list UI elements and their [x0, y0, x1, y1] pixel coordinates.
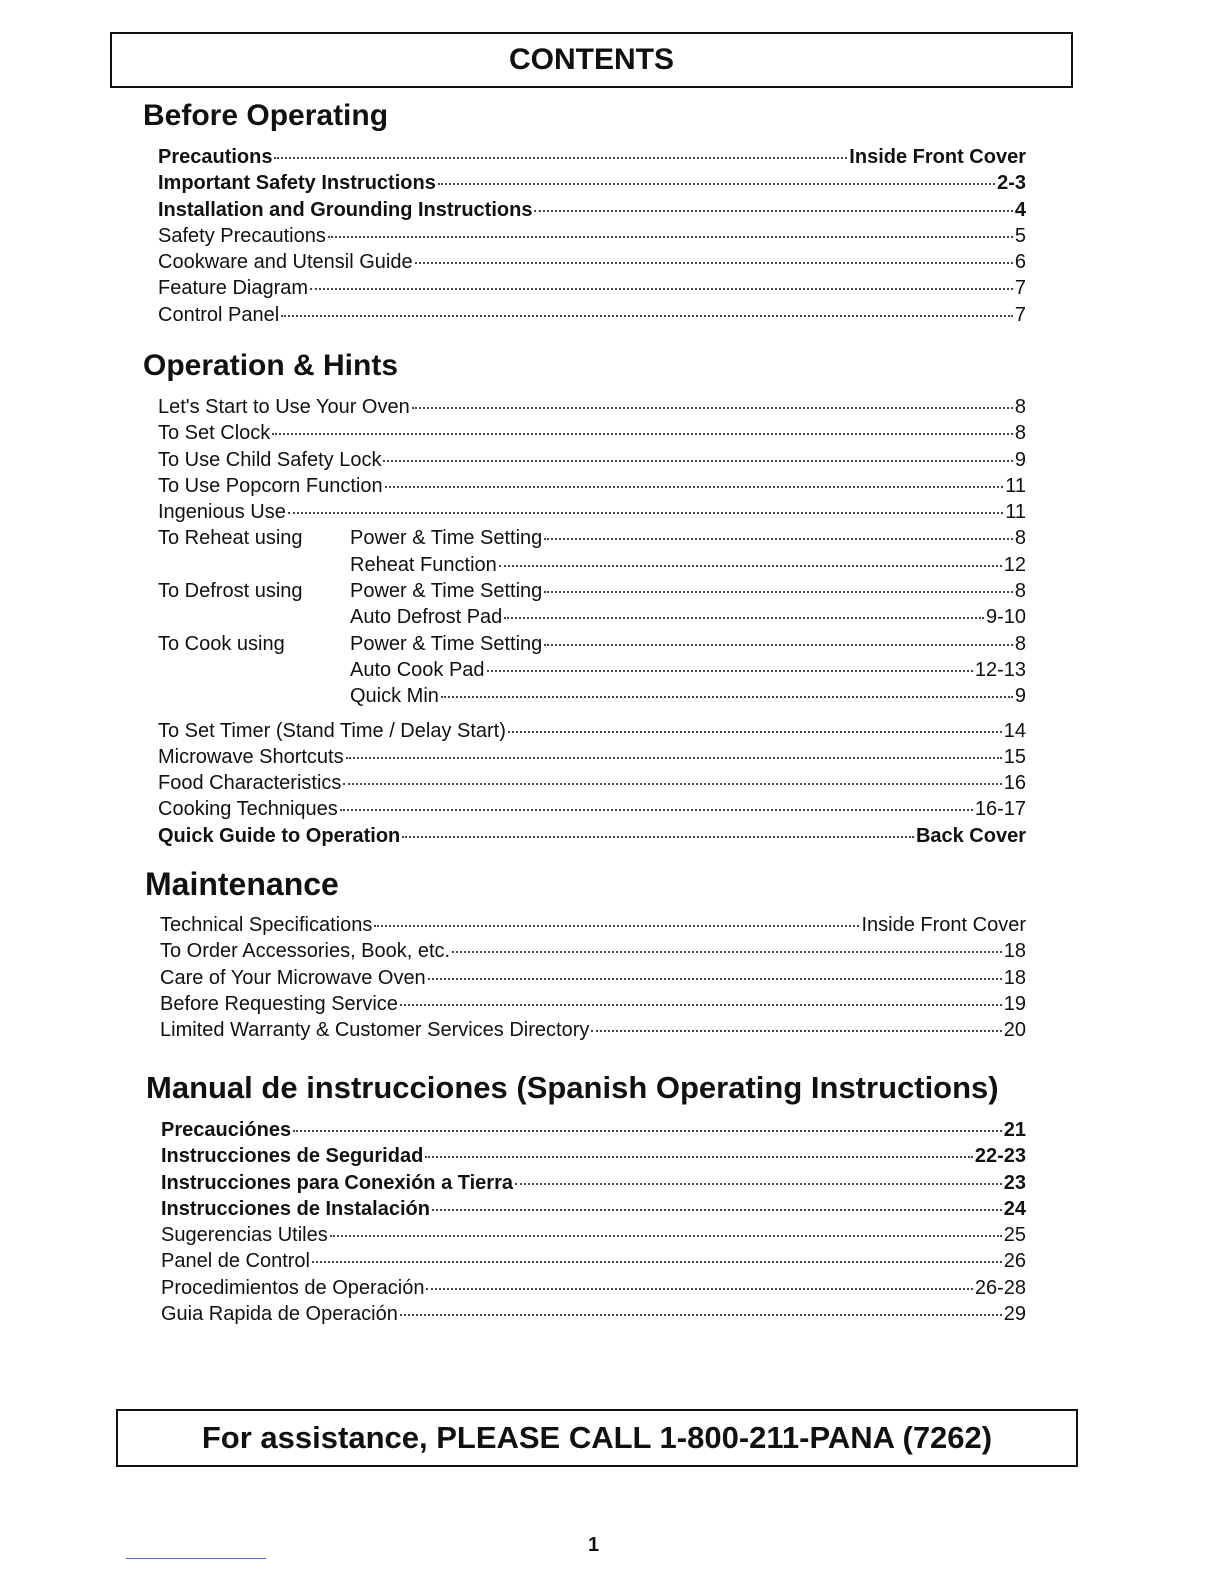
toc-leader-dots	[288, 512, 1003, 514]
toc-entry-label: Sugerencias Utiles	[161, 1224, 328, 1247]
toc-leader-dots	[544, 538, 1013, 540]
toc-leader-dots	[412, 407, 1013, 409]
toc-entry-label: Quick Min	[350, 685, 439, 708]
toc-list-maintenance	[160, 914, 1026, 1045]
toc-entry	[158, 633, 1026, 659]
toc-entry	[158, 659, 1026, 685]
toc-entry	[158, 685, 1026, 711]
toc-entry	[158, 251, 1026, 277]
toc-entry-page: 23	[1003, 1171, 1026, 1194]
toc-entry	[158, 475, 1026, 501]
toc-entry	[160, 967, 1026, 993]
toc-leader-dots	[432, 1209, 1002, 1211]
toc-list-operation-hints	[158, 396, 1026, 851]
toc-entry-page: 18	[1003, 966, 1026, 989]
toc-entry	[158, 746, 1026, 772]
toc-leader-dots	[400, 1004, 1002, 1006]
toc-entry	[158, 501, 1026, 527]
toc-entry-page: 21	[1003, 1119, 1026, 1141]
toc-entry	[158, 527, 1026, 553]
toc-entry-label: Care of Your Microwave Oven	[160, 966, 426, 989]
toc-entry	[158, 720, 1026, 746]
toc-entry-label: Procedimientos de Operación	[161, 1276, 425, 1299]
toc-entry-page: 24	[1003, 1197, 1026, 1220]
toc-entry-page: 11	[1005, 474, 1026, 497]
toc-leader-dots	[499, 565, 1002, 567]
toc-entry-label: Safety Precautions	[158, 224, 326, 247]
toc-entry	[158, 277, 1026, 303]
toc-entry-label: Power & Time Setting	[350, 632, 543, 655]
toc-entry-page: 8	[1014, 632, 1026, 655]
toc-entry-page: 15	[1003, 745, 1026, 768]
toc-entry-label: Limited Warranty & Customer Services Directory	[160, 1019, 590, 1042]
toc-leader-dots	[544, 644, 1013, 646]
toc-entry-page: 12-13	[974, 658, 1026, 681]
toc-entry	[158, 606, 1026, 632]
toc-entry	[160, 914, 1026, 940]
toc-entry	[160, 993, 1026, 1019]
toc-leader-dots	[508, 731, 1002, 733]
section-heading-before-operating: Before Operating	[143, 99, 389, 132]
toc-entry	[160, 1019, 1026, 1045]
toc-entry-label: To Set Timer (Stand Time / Delay Start)	[158, 719, 506, 742]
toc-entry	[161, 1250, 1026, 1276]
toc-entry-label: Reheat Function	[350, 553, 497, 576]
toc-entry-label: Guia Rapida de Operación	[161, 1303, 398, 1326]
toc-entry	[161, 1224, 1026, 1250]
toc-entry-page: 6	[1014, 251, 1026, 274]
toc-entry-page: 12	[1003, 553, 1026, 576]
toc-entry-label: Important Safety Instructions	[158, 172, 436, 195]
toc-entry-label: Precautions	[158, 146, 273, 168]
toc-entry-page: 8	[1014, 396, 1026, 418]
toc-leader-dots	[534, 210, 1012, 212]
page-number: 1	[588, 1534, 600, 1556]
toc-leader-dots	[328, 236, 1013, 238]
section-heading-maintenance: Maintenance	[145, 866, 339, 902]
toc-leader-dots	[346, 757, 1002, 759]
toc-leader-dots	[428, 978, 1002, 980]
toc-entry-group: To Defrost using	[158, 580, 303, 603]
toc-leader-dots	[383, 460, 1012, 462]
toc-entry-label: Power & Time Setting	[350, 580, 543, 603]
toc-entry-label: Ingenious Use	[158, 501, 286, 524]
toc-leader-dots	[544, 591, 1013, 593]
toc-entry	[158, 580, 1026, 606]
toc-leader-dots	[274, 157, 847, 159]
toc-entry-page: 18	[1003, 940, 1026, 963]
toc-entry-label: Auto Defrost Pad	[350, 606, 503, 629]
toc-entry	[158, 199, 1026, 225]
toc-entry	[160, 940, 1026, 966]
toc-entry-label: Food Characteristics	[158, 772, 342, 795]
toc-entry	[158, 449, 1026, 475]
toc-entry-label: Quick Guide to Operation	[158, 824, 401, 847]
toc-entry-page: 14	[1003, 719, 1026, 742]
toc-list-before-operating	[158, 146, 1026, 330]
toc-entry-label: Cooking Techniques	[158, 798, 338, 821]
toc-entry	[158, 225, 1026, 251]
toc-entry-page: 26-28	[974, 1276, 1026, 1299]
toc-entry	[158, 422, 1026, 448]
toc-entry	[161, 1172, 1026, 1198]
toc-entry-page: 29	[1003, 1303, 1026, 1326]
toc-entry-label: Auto Cook Pad	[350, 658, 485, 681]
toc-entry-page: 9	[1014, 685, 1026, 708]
toc-leader-dots	[515, 1183, 1002, 1185]
toc-entry-group: To Reheat using	[158, 527, 303, 550]
toc-entry-label: Feature Diagram	[158, 277, 309, 300]
toc-leader-dots	[374, 925, 859, 927]
toc-entry-label: To Set Clock	[158, 422, 271, 445]
toc-entry-label: Panel de Control	[161, 1250, 310, 1273]
toc-entry-page: 19	[1003, 992, 1026, 1015]
toc-entry-page: 26	[1003, 1250, 1026, 1273]
toc-entry-page: 8	[1014, 580, 1026, 603]
toc-entry-label: Power & Time Setting	[350, 527, 543, 550]
toc-leader-dots	[487, 670, 973, 672]
toc-entry	[158, 798, 1026, 824]
toc-entry-page: 5	[1014, 224, 1026, 247]
toc-leader-dots	[281, 315, 1013, 317]
toc-entry	[158, 772, 1026, 798]
toc-entry-page: 8	[1014, 422, 1026, 445]
toc-leader-dots	[425, 1156, 973, 1158]
toc-leader-dots	[330, 1235, 1002, 1237]
toc-entry-page: 7	[1014, 277, 1026, 300]
toc-entry-page: 8	[1014, 527, 1026, 550]
toc-entry	[161, 1198, 1026, 1224]
page-title: CONTENTS	[509, 43, 674, 76]
toc-entry-label: Microwave Shortcuts	[158, 745, 344, 768]
toc-entry-label: To Order Accessories, Book, etc.	[160, 940, 451, 963]
toc-entry	[158, 172, 1026, 198]
toc-entry	[158, 825, 1026, 851]
toc-entry-page: 22-23	[974, 1145, 1026, 1168]
toc-entry-page: 20	[1003, 1019, 1026, 1042]
toc-gap	[158, 712, 1026, 720]
toc-entry	[158, 554, 1026, 580]
toc-entry-label: Precauciónes	[161, 1119, 292, 1141]
toc-entry-label: To Use Child Safety Lock	[158, 448, 382, 471]
toc-entry-label: Instrucciones de Instalación	[161, 1197, 430, 1220]
toc-leader-dots	[312, 1261, 1002, 1263]
toc-entry	[161, 1119, 1026, 1145]
assistance-box	[116, 1409, 1078, 1467]
toc-leader-dots	[272, 433, 1013, 435]
toc-entry-page: 2-3	[997, 172, 1026, 195]
toc-leader-dots	[385, 486, 1004, 488]
toc-entry	[158, 304, 1026, 330]
toc-entry-page: 7	[1014, 303, 1026, 326]
toc-entry-label: Instrucciones para Conexión a Tierra	[161, 1171, 513, 1194]
toc-list-spanish	[161, 1119, 1026, 1329]
toc-entry-label: Instrucciones de Seguridad	[161, 1145, 424, 1168]
toc-entry-page: Inside Front Cover	[849, 146, 1026, 168]
toc-entry-label: To Use Popcorn Function	[158, 474, 383, 497]
toc-leader-dots	[452, 951, 1002, 953]
section-heading-operation-hints: Operation & Hints	[143, 349, 399, 382]
section-heading-spanish: Manual de instrucciones (Spanish Operating Instructions)	[146, 1070, 999, 1105]
toc-entry-label: Let's Start to Use Your Oven	[158, 396, 410, 418]
toc-leader-dots	[415, 262, 1013, 264]
toc-entry	[158, 146, 1026, 172]
toc-entry	[161, 1303, 1026, 1329]
toc-entry-label: Before Requesting Service	[160, 992, 398, 1015]
toc-leader-dots	[343, 783, 1001, 785]
toc-entry-label: Control Panel	[158, 303, 280, 326]
toc-entry	[161, 1145, 1026, 1171]
toc-entry	[158, 396, 1026, 422]
toc-leader-dots	[591, 1030, 1001, 1032]
toc-entry-group: To Cook using	[158, 632, 285, 655]
assistance-phone-text: For assistance, PLEASE CALL 1-800-211-PANA (7262)	[201, 1420, 993, 1455]
toc-leader-dots	[400, 1314, 1002, 1316]
toc-leader-dots	[438, 183, 995, 185]
toc-entry-label: Technical Specifications	[160, 914, 373, 936]
contents-title-box	[110, 32, 1073, 88]
toc-entry	[161, 1277, 1026, 1303]
toc-entry-page: 9	[1014, 448, 1026, 471]
footer-rule	[126, 1558, 266, 1559]
toc-entry-page: 9-10	[985, 606, 1026, 629]
toc-leader-dots	[441, 696, 1013, 698]
toc-leader-dots	[426, 1288, 972, 1290]
toc-entry-page: 16	[1003, 772, 1026, 795]
toc-leader-dots	[310, 288, 1013, 290]
toc-entry-label: Cookware and Utensil Guide	[158, 251, 413, 274]
toc-leader-dots	[340, 809, 973, 811]
toc-entry-page: Inside Front Cover	[861, 914, 1026, 936]
toc-entry-page: 16-17	[974, 798, 1026, 821]
toc-entry-page: 11	[1005, 501, 1026, 524]
toc-entry-page: 25	[1003, 1224, 1026, 1247]
toc-entry-label: Installation and Grounding Instructions	[158, 198, 533, 221]
toc-leader-dots	[402, 836, 914, 838]
toc-entry-page: Back Cover	[915, 824, 1026, 847]
toc-entry-page: 4	[1014, 198, 1026, 221]
toc-leader-dots	[293, 1130, 1002, 1132]
toc-leader-dots	[504, 617, 984, 619]
